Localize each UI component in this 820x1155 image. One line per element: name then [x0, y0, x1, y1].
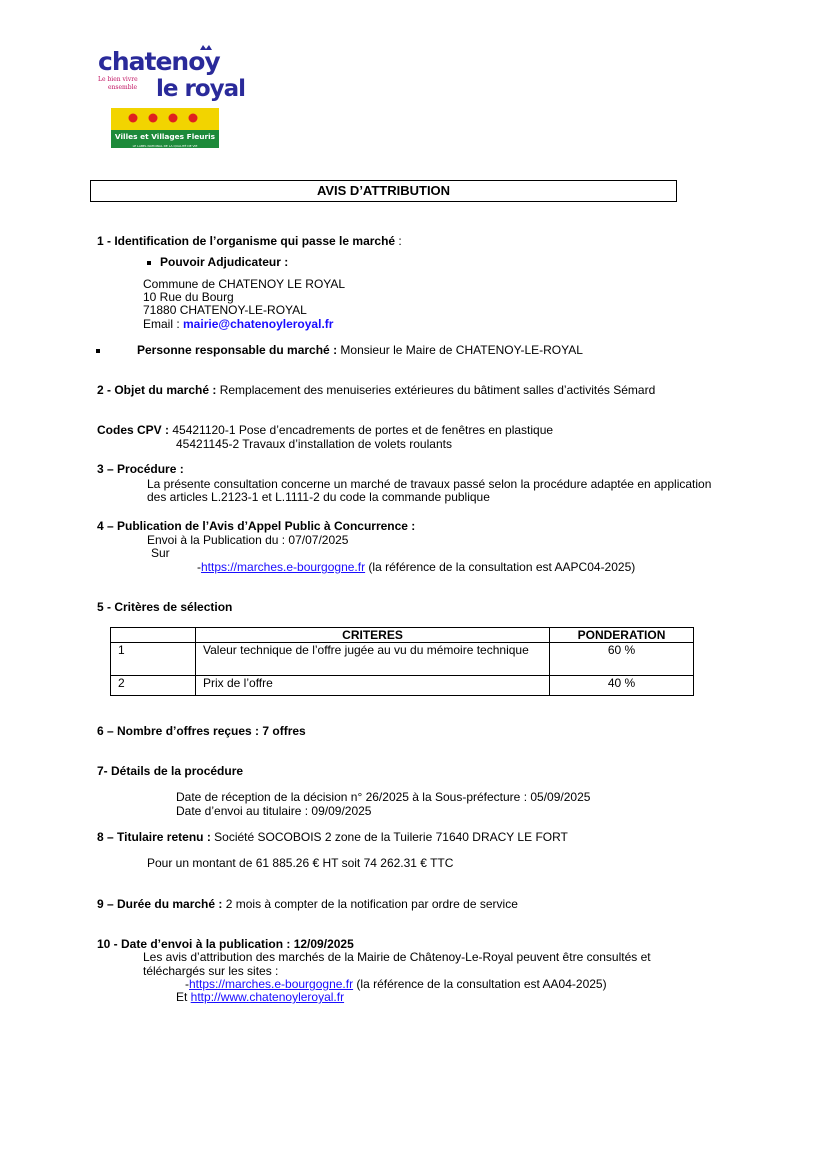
- header-cell: PONDERATION: [550, 628, 694, 643]
- montant: Pour un montant de 61 885.26 € HT soit 74 262.31 € TTC: [147, 856, 454, 870]
- site-line: -https://marches.e-bourgogne.fr (la référence de la consultation est AA04-2025): [185, 977, 607, 991]
- date-reception: Date de réception de la décision n° 26/2025 à la Sous-préfecture : 05/09/2025: [176, 790, 591, 804]
- svg-text:ensemble: ensemble: [108, 84, 138, 91]
- row-number: 2: [111, 676, 196, 696]
- procedure-text: des articles L.2123-1 et L.1111-2 du code la commande publique: [147, 490, 490, 504]
- bullet-icon: [96, 349, 100, 353]
- e-bourgogne-link[interactable]: https://marches.e-bourgogne.fr: [189, 977, 354, 991]
- table-row: [111, 643, 694, 676]
- procedure-text: La présente consultation concerne un marché de travaux passé selon la procédure adaptée en application: [147, 477, 712, 491]
- date-envoi-titulaire: Date d’envoi au titulaire : 09/09/2025: [176, 804, 372, 818]
- cpv-codes: Codes CPV : 45421120-1 Pose d’encadrements de portes et de fenêtres en plastique: [97, 423, 554, 437]
- svg-text:le royal: le royal: [156, 76, 246, 102]
- svg-text:LE LABEL NATIONAL DE LA QUALIT: LE LABEL NATIONAL DE LA QUALITÉ DE VIE: [132, 143, 198, 148]
- address-line: 10 Rue du Bourg: [143, 290, 234, 304]
- section-5-heading: 5 - Critères de sélection: [97, 600, 233, 614]
- section-10-heading: 10 - Date d’envoi à la publication : 12/09/2025: [97, 937, 354, 951]
- chatenoy-website-link[interactable]: http://www.chatenoyleroyal.fr: [190, 990, 345, 1004]
- svg-text:Le bien vivre: Le bien vivre: [98, 76, 138, 83]
- section-9-duree: 9 – Durée du marché : 2 mois à compter de la notification par ordre de service: [97, 897, 518, 911]
- section-3-heading: 3 – Procédure :: [97, 462, 184, 476]
- svg-text:Villes et Villages Fleuris: Villes et Villages Fleuris: [114, 132, 216, 141]
- address-line: 71880 CHATENOY-LE-ROYAL: [143, 303, 307, 317]
- email-line: Email : mairie@chatenoyleroyal.fr: [143, 317, 334, 331]
- row-ponderation: 40 %: [550, 676, 694, 696]
- pouvoir-adjudicateur-heading: Pouvoir Adjudicateur :: [160, 255, 289, 269]
- header-cell: [111, 628, 196, 643]
- svg-text:chatenoy: chatenoy: [98, 47, 220, 76]
- publication-text: téléchargés sur les sites :: [143, 964, 279, 978]
- section-4-heading: 4 – Publication de l’Avis d’Appel Public à Concurrence :: [97, 519, 416, 533]
- site-line: Et http://www.chatenoyleroyal.fr: [176, 990, 345, 1004]
- villes-villages-fleuris-logo: [111, 108, 219, 148]
- envoi-publication: Envoi à la Publication du : 07/07/2025: [147, 533, 349, 547]
- sur-label: Sur: [151, 546, 170, 560]
- section-8-titulaire: 8 – Titulaire retenu : Société SOCOBOIS 2 zone de la Tuilerie 71640 DRACY LE FORT: [97, 830, 568, 844]
- page-title: AVIS D’ATTRIBUTION: [90, 180, 677, 202]
- section-7-heading: 7- Détails de la procédure: [97, 764, 244, 778]
- section-6-heading: 6 – Nombre d’offres reçues : 7 offres: [97, 724, 306, 738]
- section-2-objet: 2 - Objet du marché : Remplacement des menuiseries extérieures du bâtiment salles d’activités Sémard: [97, 383, 656, 397]
- publication-text: Les avis d’attribution des marchés de la Mairie de Châtenoy-Le-Royal peuvent être consultés et: [143, 950, 651, 964]
- row-critere: Valeur technique de l’offre jugée au vu du mémoire technique: [196, 643, 550, 676]
- email-link[interactable]: mairie@chatenoyleroyal.fr: [183, 317, 334, 331]
- row-number: 1: [111, 643, 196, 676]
- table-row: [111, 676, 694, 696]
- bullet-icon: [147, 261, 151, 265]
- address-line: Commune de CHATENOY LE ROYAL: [143, 277, 346, 291]
- publication-line: -https://marches.e-bourgogne.fr (la référence de la consultation est AAPC04-2025): [197, 560, 636, 574]
- header-cell: CRITERES: [196, 628, 550, 643]
- row-ponderation: 60 %: [550, 643, 694, 676]
- commune-logo: [96, 44, 256, 102]
- responsable-line: Personne responsable du marché : Monsieur le Maire de CHATENOY-LE-ROYAL: [137, 343, 583, 357]
- row-critere: Prix de l’offre: [196, 676, 550, 696]
- criteria-table: [110, 627, 694, 696]
- table-header-row: [111, 628, 694, 643]
- section-1-heading: 1 - Identification de l’organisme qui passe le marché :: [97, 234, 402, 248]
- e-bourgogne-link[interactable]: https://marches.e-bourgogne.fr: [201, 560, 366, 574]
- cpv-code: 45421145-2 Travaux d’installation de volets roulants: [176, 437, 452, 451]
